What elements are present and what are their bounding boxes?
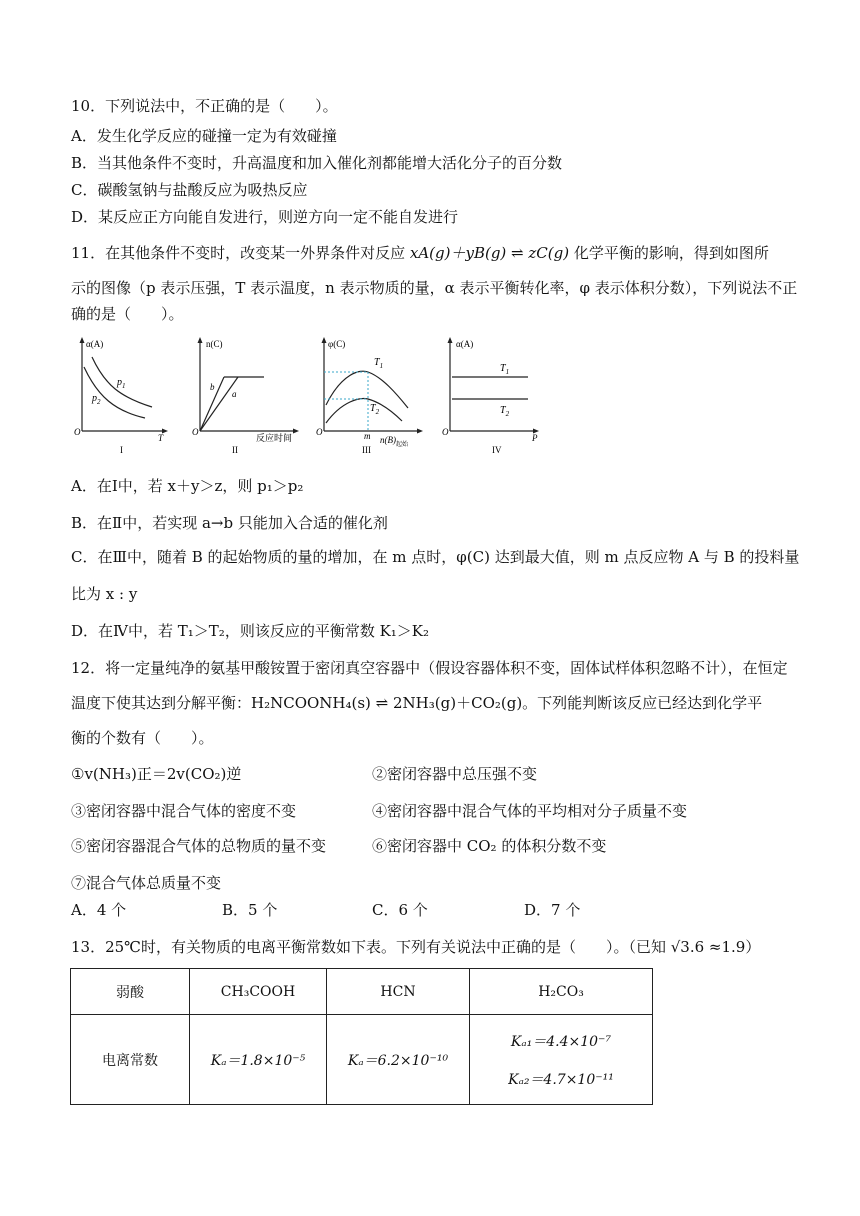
table-cell: Kₐ₁＝4.4×10⁻⁷	[510, 1033, 612, 1050]
q12-item-6: ⑥密闭容器中 CO₂ 的体积分数不变	[372, 837, 607, 855]
graph-iv-t1-sub: 1	[505, 368, 510, 376]
q11-stem-line2: 示的图像（p 表示压强，T 表示温度，n 表示物质的量，α 表示平衡转化率，φ 表示体积分数），下列说法不正	[71, 279, 798, 297]
q12-option-a: A．4 个	[71, 901, 127, 919]
table-header-cell: CH₃COOH	[190, 969, 327, 1015]
graph-ii-b: b	[210, 382, 215, 392]
q12-item-2: ②密闭容器中总压强不变	[372, 765, 538, 783]
table-cell: Kₐ＝6.2×10⁻¹⁰	[327, 1015, 470, 1105]
graph-i-ylabel: α(A)	[86, 339, 104, 349]
table-cell: Kₐ₂＝4.7×10⁻¹¹	[508, 1071, 614, 1088]
graph-iii-origin: O	[316, 427, 323, 437]
graph-iv-ylabel: α(A)	[456, 339, 474, 349]
q12-stem-line2: 温度下使其达到分解平衡：H₂NCOONH₄(s) ⇌ 2NH₃(g)＋CO₂(g)。下列能判断该反应已经达到化学平	[71, 694, 763, 712]
q12-item-1: ①v(NH₃)正＝2v(CO₂)逆	[71, 765, 242, 783]
table-header-cell: HCN	[327, 969, 470, 1015]
table-row-label: 电离常数	[71, 1015, 190, 1105]
graph-i-origin: O	[74, 427, 81, 437]
graph-iii	[312, 335, 432, 460]
graph-i	[70, 335, 180, 460]
graph-i-p2-sub: 2	[97, 398, 101, 406]
graph-iv-t2: T	[500, 405, 506, 416]
q12-option-b: B．5 个	[222, 901, 278, 919]
q11-option-a: A．在Ⅰ中，若 x＋y＞z，则 p₁＞p₂	[71, 477, 304, 495]
q10-stem: 10．下列说法中，不正确的是（ ）。	[71, 97, 338, 115]
ionization-constant-table	[70, 968, 653, 1105]
graph-iv-origin: O	[442, 427, 449, 437]
svg-text:n(B)起始	[380, 435, 409, 448]
graph-i-xlabel: T	[158, 433, 164, 443]
q10-option-c: C．碳酸氢钠与盐酸反应为吸热反应	[71, 181, 308, 199]
q13-stem: 13．25℃时，有关物质的电离平衡常数如下表。下列有关说法中正确的是（ ）。（已知 √3.6 ≈1.9）	[71, 938, 761, 956]
svg-text:p2	[91, 393, 101, 406]
graph-ii-ylabel: n(C)	[206, 339, 223, 349]
q12-item-3: ③密闭容器中混合气体的密度不变	[71, 802, 297, 820]
graph-iii-xlabel-sub: 起始	[396, 442, 409, 448]
q10-option-a: A．发生化学反应的碰撞一定为有效碰撞	[71, 127, 337, 145]
q11-stem-part1: 11．在其他条件不变时，改变某一外界条件对反应	[71, 244, 406, 262]
q12-item-4: ④密闭容器中混合气体的平均相对分子质量不变	[372, 802, 688, 820]
graph-iv-caption: IV	[492, 445, 502, 455]
graph-i-p2: p	[92, 393, 97, 404]
graph-iv-xlabel: P	[532, 433, 538, 443]
q11-option-c-line2: 比为 x : y	[71, 585, 138, 603]
q11-option-c-line1: C．在Ⅲ中，随着 B 的起始物质的量的增加，在 m 点时，φ(C) 达到最大值，则 m 点反应物 A 与 B 的投料量	[71, 548, 800, 566]
svg-text:p1	[116, 377, 126, 390]
graph-iv-t2-sub: 2	[505, 410, 510, 418]
graph-ii-caption: II	[232, 445, 238, 455]
graph-ii	[188, 335, 308, 460]
graph-iii-xlabel: n(B)	[380, 435, 396, 445]
graph-iii-t1-sub: 1	[379, 362, 384, 370]
q11-stem-part2: 化学平衡的影响，得到如图所	[573, 244, 769, 262]
table-header-cell: H₂CO₃	[470, 969, 653, 1015]
table-row	[71, 1015, 653, 1105]
svg-text:T2	[370, 403, 380, 416]
q11-stem-line1	[71, 243, 769, 263]
q11-reaction: xA(g)＋yB(g) ⇌ zC(g)	[409, 244, 570, 262]
table-row	[71, 969, 653, 1015]
graph-iv-t1: T	[500, 363, 506, 374]
q12-stem-line3: 衡的个数有（ ）。	[71, 729, 214, 747]
graph-iii-t2-sub: 2	[375, 408, 380, 416]
q11-stem-line3: 确的是（ ）。	[71, 305, 184, 323]
q12-option-c: C．6 个	[372, 901, 428, 919]
q12-item-7: ⑦混合气体总质量不变	[71, 874, 222, 892]
graph-iii-t1: T	[374, 357, 380, 368]
graph-ii-a: a	[232, 389, 237, 399]
q10-option-d: D．某反应正方向能自发进行，则逆方向一定不能自发进行	[71, 208, 459, 226]
graph-iv	[438, 335, 548, 460]
table-header-cell: 弱酸	[71, 969, 190, 1015]
graph-ii-origin: O	[192, 427, 199, 437]
graph-iii-t2: T	[370, 403, 376, 414]
svg-text:T1	[374, 357, 383, 370]
svg-text:T1	[500, 363, 509, 376]
graph-iii-caption: III	[362, 445, 371, 455]
svg-text:T2	[500, 405, 510, 418]
q12-item-5: ⑤密闭容器混合气体的总物质的量不变	[71, 837, 327, 855]
q11-option-b: B．在Ⅱ中，若实现 a→b 只能加入合适的催化剂	[71, 514, 388, 532]
graph-i-p1: p	[117, 377, 122, 388]
graph-iii-ylabel: φ(C)	[328, 339, 346, 349]
q11-option-d: D．在Ⅳ中，若 T₁＞T₂，则该反应的平衡常数 K₁＞K₂	[71, 622, 430, 640]
table-cell: Kₐ＝1.8×10⁻⁵	[190, 1015, 327, 1105]
graph-ii-xlabel: 反应时间	[256, 433, 293, 443]
table-cell-stack	[470, 1015, 653, 1105]
q12-stem-line1: 12．将一定量纯净的氨基甲酸铵置于密闭真空容器中（假设容器体积不变，固体试样体积忽略不计），在恒定	[71, 659, 788, 677]
graph-i-p1-sub: 1	[122, 382, 126, 390]
graph-i-caption: I	[120, 445, 123, 455]
q10-option-b: B．当其他条件不变时，升高温度和加入催化剂都能增大活化分子的百分数	[71, 154, 563, 172]
graph-iii-m: m	[364, 431, 371, 441]
q12-option-d: D．7 个	[524, 901, 581, 919]
